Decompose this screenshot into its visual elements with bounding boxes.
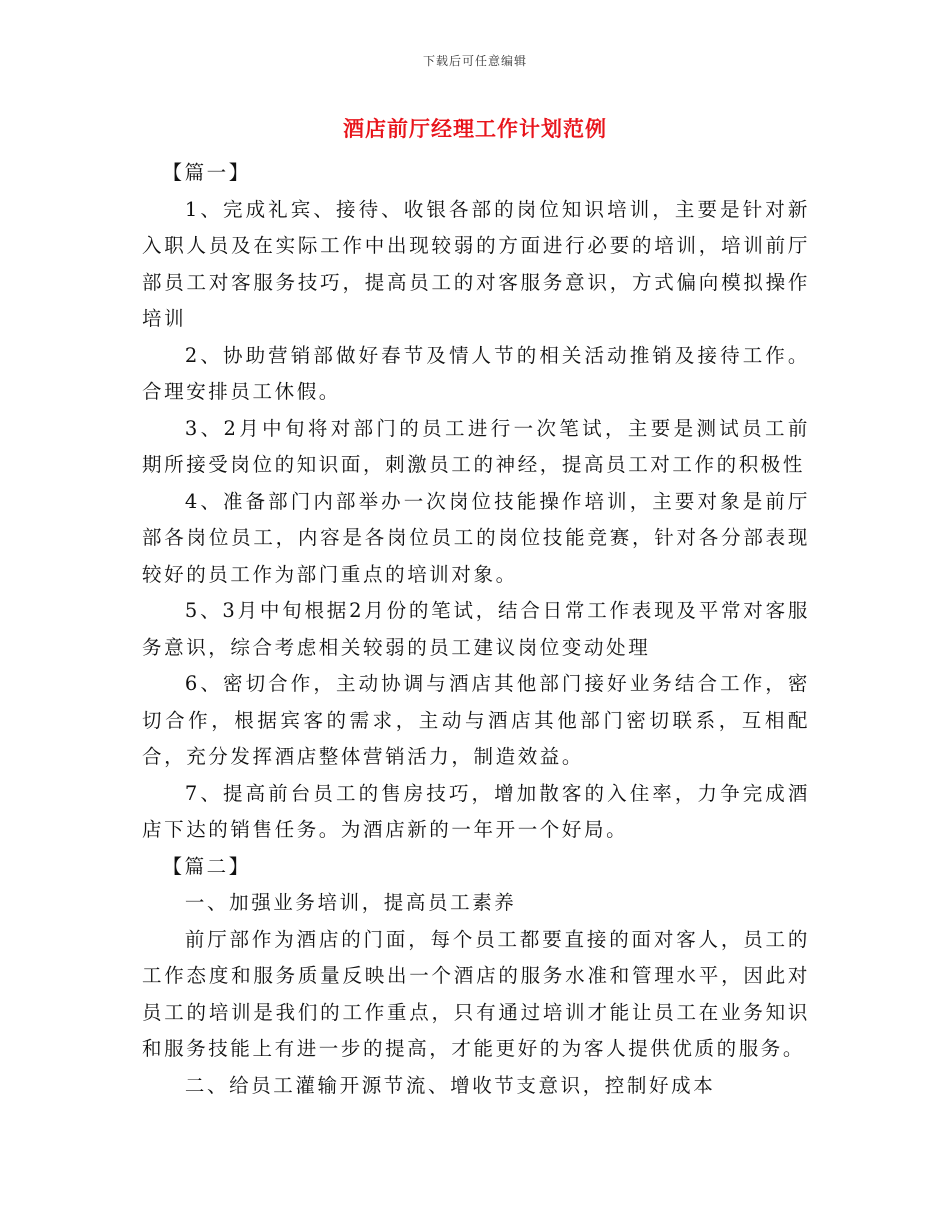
paragraph-heading-1: 一、加强业务培训，提高员工素养: [184, 891, 517, 914]
paragraph-item-3: 3、2月中旬将对部门的员工进行一次笔试，主要是测试员工前期所接受岗位的知识面，刺激员工的神经，提高员工对工作的积极性: [142, 416, 810, 476]
header-note: 下载后可任意编辑: [422, 54, 527, 68]
paragraph-body-1: 前厅部作为酒店的门面，每个员工都要直接的面对客人，员工的工作态度和服务质量反映出一个酒店的服务水准和管理水平，因此对员工的培训是我们的工作重点，只有通过培训才能让员工在业务知识和服务技能上有进一步的提高，才能更好的为客人提供优质的服务。: [142, 927, 810, 1060]
document-body: [142, 155, 810, 1104]
paragraph-item-4: 4、准备部门内部举办一次岗位技能操作培训，主要对象是前厅部各岗位员工，内容是各岗位员工的岗位技能竞赛，针对各分部表现较好的员工作为部门重点的培训对象。: [142, 489, 810, 586]
paragraph-item-2: 2、协助营销部做好春节及情人节的相关活动推销及接待工作。合理安排员工休假。: [142, 343, 810, 403]
paragraph-heading-2: 二、给员工灌输开源节流、增收节支意识，控制好成本: [184, 1073, 716, 1097]
paragraph-item-7: 7、提高前台员工的售房技巧，增加散客的入住率，力争完成酒店下达的销售任务。为酒店新的一年开一个好局。: [142, 781, 810, 841]
paragraph-item-5: 5、3月中旬根据2月份的笔试，结合日常工作表现及平常对客服务意识，综合考虑相关较弱的员工建议岗位变动处理: [142, 599, 810, 659]
section-heading-2: 【篇二】: [162, 854, 251, 878]
paragraph-item-6: 6、密切合作，主动协调与酒店其他部门接好业务结合工作，密切合作，根据宾客的需求，主动与酒店其他部门密切联系，互相配合，充分发挥酒店整体营销活力，制造效益。: [142, 672, 810, 768]
section-heading-1: 【篇一】: [162, 161, 251, 184]
paragraph-item-1: 1、完成礼宾、接待、收银各部的岗位知识培训，主要是针对新入职人员及在实际工作中出现较弱的方面进行必要的培训，培训前厅部员工对客服务技巧，提高员工的对客服务意识，方式偏向模拟操作培训: [142, 197, 810, 330]
document-title: 酒店前厅经理工作计划范例: [343, 116, 607, 141]
